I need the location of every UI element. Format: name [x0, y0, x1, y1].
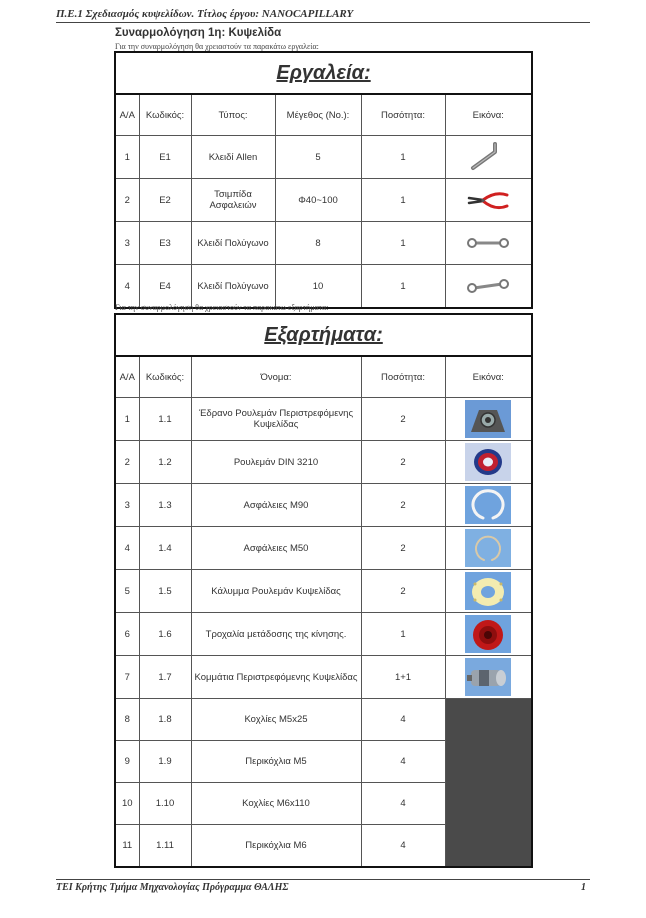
parts-note: Για την συναρμολόγηση θα χρειαστούν τα παρακάτω εξαρτήματα: [115, 303, 329, 312]
col-aa: Α/Α [115, 356, 139, 398]
pulley-icon [465, 615, 511, 653]
cell-image [445, 441, 532, 484]
cell-qty: 4 [361, 741, 445, 783]
table-row [115, 570, 532, 613]
cell-image [445, 179, 532, 222]
cell-aa: 9 [115, 741, 139, 783]
cell-aa: 2 [115, 441, 139, 484]
cell-type: Κλειδί Πολύγωνο [191, 265, 275, 309]
bearing-housing-icon [465, 400, 511, 438]
cell-size: Φ40~100 [275, 179, 361, 222]
cell-image [445, 136, 532, 179]
col-code: Κωδικός: [139, 94, 191, 136]
rotating-cell-icon [465, 658, 511, 696]
cell-code: 1.1 [139, 398, 191, 441]
parts-title: Εξαρτήματα: [115, 314, 532, 356]
circlip-pliers-icon [465, 181, 511, 219]
cell-aa: 8 [115, 699, 139, 741]
cell-aa: 1 [115, 398, 139, 441]
cell-code: Ε4 [139, 265, 191, 309]
page-header: Π.Ε.1 Σχεδιασμός κυψελίδων. Τίτλος έργου: NANOCAPILLARY [56, 8, 590, 23]
cell-aa: 5 [115, 570, 139, 613]
cell-name: Κομμάτια Περιστρεφόμενης Κυψελίδας [191, 656, 361, 699]
cell-aa: 2 [115, 179, 139, 222]
col-qty: Ποσότητα: [361, 94, 445, 136]
tools-header-row [115, 94, 532, 136]
cell-name: Κοχλίες Μ5x25 [191, 699, 361, 741]
allen-key-icon [465, 138, 511, 176]
cell-qty: 4 [361, 825, 445, 867]
cell-qty: 2 [361, 441, 445, 484]
cell-image [445, 398, 532, 441]
cell-aa: 4 [115, 527, 139, 570]
table-row [115, 136, 532, 179]
cell-name: Περικόχλια Μ6 [191, 825, 361, 867]
cell-name: Ασφάλειες Μ90 [191, 484, 361, 527]
assembly-title: Συναρμολόγηση 1η: Κυψελίδα [115, 27, 282, 39]
page-number: 1 [581, 882, 586, 893]
table-row [115, 441, 532, 484]
ring-spanner-icon [465, 224, 511, 262]
table-row [115, 656, 532, 699]
cell-code: 1.10 [139, 783, 191, 825]
cell-qty: 1 [361, 613, 445, 656]
cell-code: 1.3 [139, 484, 191, 527]
table-row [115, 398, 532, 441]
cell-qty: 2 [361, 398, 445, 441]
empty-image-cell [445, 699, 532, 867]
circlip-small-icon [465, 529, 511, 567]
cell-aa: 3 [115, 222, 139, 265]
cell-qty: 2 [361, 570, 445, 613]
cell-code: Ε1 [139, 136, 191, 179]
parts-table [114, 313, 533, 868]
table-row [115, 527, 532, 570]
cell-image [445, 570, 532, 613]
cell-qty: 1 [361, 179, 445, 222]
cell-qty: 1 [361, 136, 445, 179]
col-image: Εικόνα: [445, 94, 532, 136]
cell-code: 1.5 [139, 570, 191, 613]
cell-qty: 4 [361, 783, 445, 825]
cell-code: 1.11 [139, 825, 191, 867]
cell-aa: 3 [115, 484, 139, 527]
cell-image [445, 484, 532, 527]
cell-qty: 4 [361, 699, 445, 741]
cell-code: 1.8 [139, 699, 191, 741]
table-row [115, 699, 532, 741]
cell-name: Περικόχλια Μ5 [191, 741, 361, 783]
cell-aa: 7 [115, 656, 139, 699]
ring-spanner-icon [465, 267, 511, 305]
cell-type: Κλειδί Allen [191, 136, 275, 179]
cell-code: 1.2 [139, 441, 191, 484]
cell-size: 10 [275, 265, 361, 309]
cell-image [445, 527, 532, 570]
cell-name: Κάλυμμα Ρουλεμάν Κυψελίδας [191, 570, 361, 613]
footer-text: ΤΕΙ Κρήτης Τμήμα Μηχανολογίας Πρόγραμμα ΘΑΛΗΣ [56, 882, 289, 893]
cell-aa: 4 [115, 265, 139, 309]
cell-qty: 1 [361, 222, 445, 265]
cell-aa: 6 [115, 613, 139, 656]
cell-qty: 1 [361, 265, 445, 309]
cell-code: 1.4 [139, 527, 191, 570]
col-code: Κωδικός: [139, 356, 191, 398]
cell-image [445, 222, 532, 265]
tools-note: Για την συναρμολόγηση θα χρειαστούν τα παρακάτω εργαλεία: [115, 42, 319, 51]
cell-code: Ε3 [139, 222, 191, 265]
cell-size: 5 [275, 136, 361, 179]
circlip-large-icon [465, 486, 511, 524]
cell-name: Ρουλεμάν DIN 3210 [191, 441, 361, 484]
cell-qty: 2 [361, 527, 445, 570]
cell-qty: 2 [361, 484, 445, 527]
cell-size: 8 [275, 222, 361, 265]
col-type: Τύπος: [191, 94, 275, 136]
cell-code: 1.9 [139, 741, 191, 783]
cell-image [445, 656, 532, 699]
tools-title: Εργαλεία: [115, 52, 532, 94]
cell-image [445, 265, 532, 309]
cell-image [445, 613, 532, 656]
table-row [115, 179, 532, 222]
cell-qty: 1+1 [361, 656, 445, 699]
col-size: Μέγεθος (Νο.): [275, 94, 361, 136]
cell-code: 1.6 [139, 613, 191, 656]
col-image: Εικόνα: [445, 356, 532, 398]
tools-table [114, 51, 533, 309]
col-aa: Α/Α [115, 94, 139, 136]
cell-name: Τροχαλία μετάδοσης της κίνησης. [191, 613, 361, 656]
table-row [115, 484, 532, 527]
col-qty: Ποσότητα: [361, 356, 445, 398]
cell-aa: 1 [115, 136, 139, 179]
cell-name: Κοχλίες Μ6x110 [191, 783, 361, 825]
table-row [115, 265, 532, 309]
cell-type: Τσιμπίδα Ασφαλειών [191, 179, 275, 222]
ball-bearing-icon [465, 443, 511, 481]
table-row [115, 222, 532, 265]
table-row [115, 613, 532, 656]
cell-aa: 10 [115, 783, 139, 825]
cell-type: Κλειδί Πολύγωνο [191, 222, 275, 265]
bearing-cover-icon [465, 572, 511, 610]
cell-code: Ε2 [139, 179, 191, 222]
col-name: Όνομα: [191, 356, 361, 398]
page-footer [56, 879, 590, 893]
parts-header-row [115, 356, 532, 398]
cell-aa: 11 [115, 825, 139, 867]
cell-code: 1.7 [139, 656, 191, 699]
cell-name: Ασφάλειες Μ50 [191, 527, 361, 570]
cell-name: Έδρανο Ρουλεμάν Περιστρεφόμενης Κυψελίδας [191, 398, 361, 441]
